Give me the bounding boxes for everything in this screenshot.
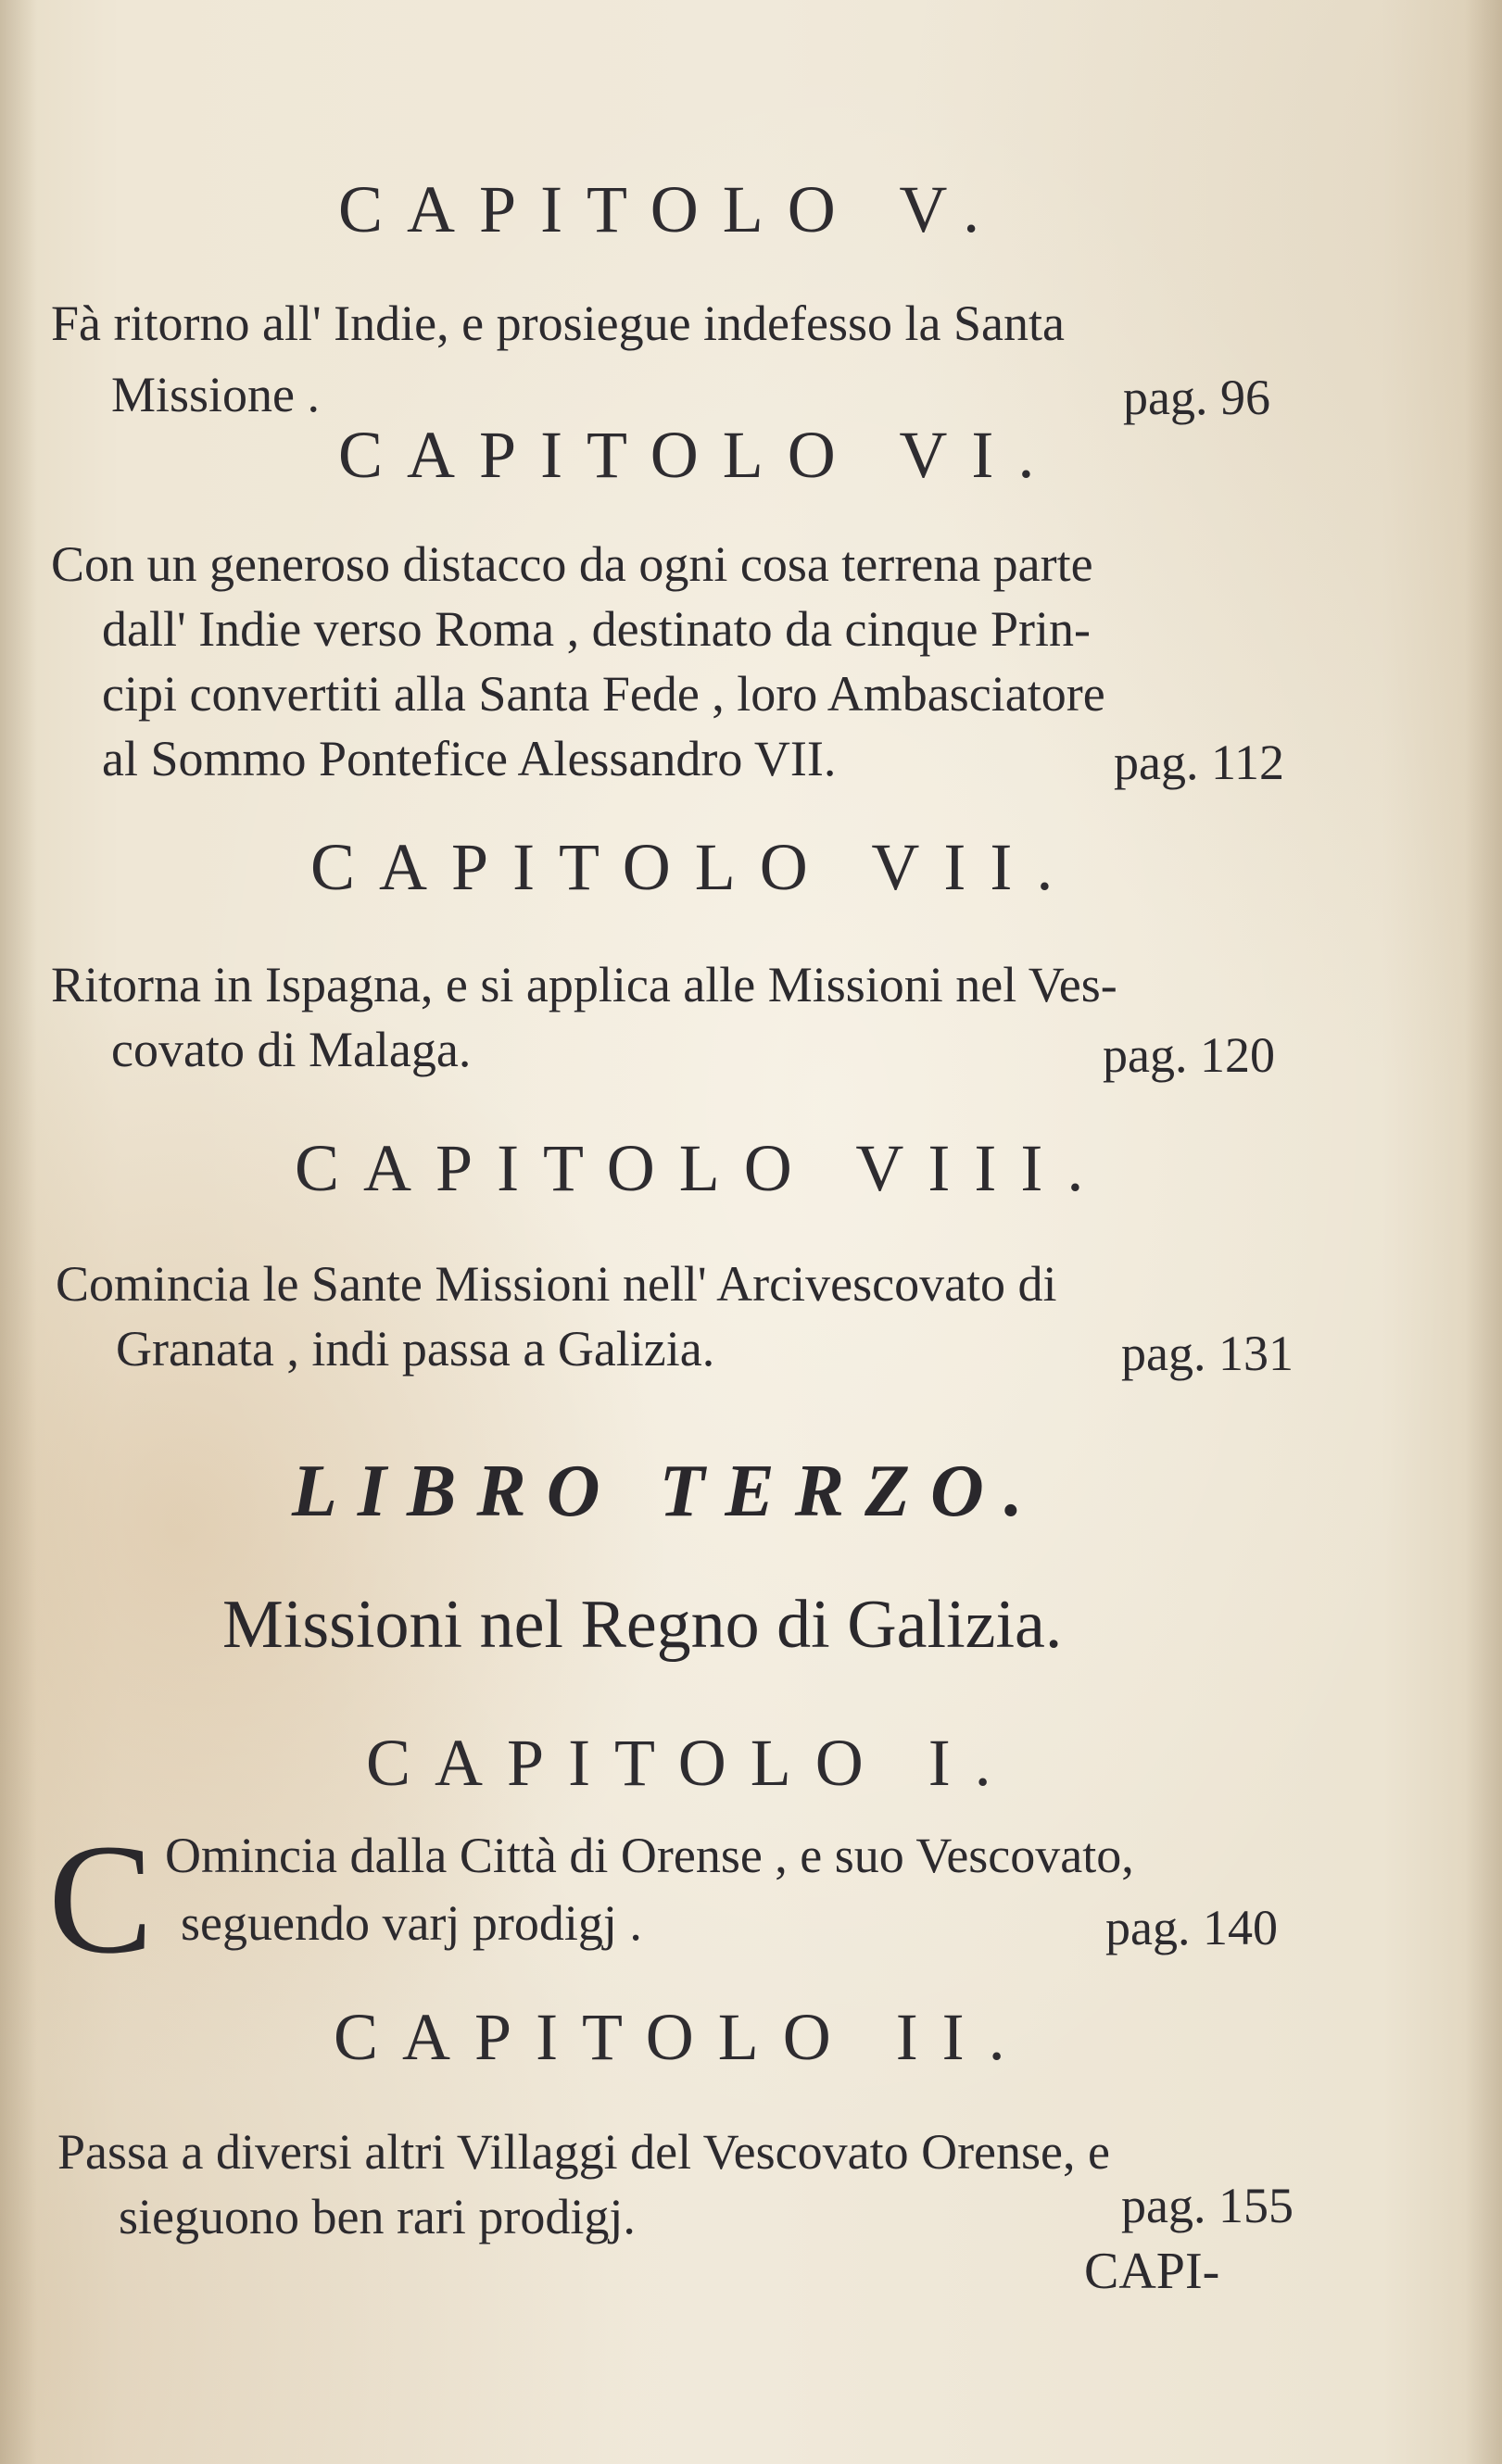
chapter-viii-line-1: Comincia le Sante Missioni nell' Arcivescovato di [56,1256,1057,1312]
chapter-heading-viii: CAPITOLO VIII. [295,1131,1108,1205]
chapter-vi-line-2: dall' Indie verso Roma , destinato da cinque Prin- [102,601,1091,657]
chapter-heading-vii: CAPITOLO VII. [310,830,1078,904]
book-subtitle: Missioni nel Regno di Galizia. [222,1587,1063,1663]
chapter-viii-page-number: pag. 131 [1121,1326,1294,1381]
chapter-vii-line-1: Ritorna in Ispagna, e si applica alle Missioni nel Ves- [51,957,1117,1012]
chapter-v-page-number: pag. 96 [1123,370,1270,425]
chapter-vii-line-2: covato di Malaga. [111,1022,472,1077]
chapter-vi-line-4: al Sommo Pontefice Alessandro VII. [102,731,837,786]
book-title: LIBRO TERZO. [292,1451,1043,1532]
chapter-vi-page-number: pag. 112 [1114,735,1284,790]
chapter-viii-line-2: Granata , indi passa a Galizia. [116,1321,715,1377]
chapter-i-line-1: Omincia dalla Città di Orense , e suo Vescovato, [165,1828,1134,1883]
chapter-vii-page-number: pag. 120 [1103,1027,1275,1083]
drop-cap-letter: C [48,1812,154,1986]
chapter-heading-v: CAPITOLO V. [338,172,1004,246]
chapter-heading-vi: CAPITOLO VI. [338,418,1059,492]
chapter-i-line-2: seguendo varj prodigj . [181,1895,642,1951]
catchword: CAPI- [1084,2243,1220,2300]
chapter-vi-line-1: Con un generoso distacco da ogni cosa terrena parte [51,536,1093,592]
left-page-edge-shadow [0,0,37,2464]
chapter-ii-page-number: pag. 155 [1121,2178,1294,2233]
chapter-i-page-number: pag. 140 [1105,1900,1278,1955]
chapter-v-line-2: Missione . [111,367,321,422]
chapter-ii-line-1: Passa a diversi altri Villaggi del Vescovato Orense, e [57,2124,1110,2180]
right-page-edge-shadow [1465,0,1502,2464]
chapter-ii-line-2: sieguono ben rari prodigj. [119,2189,636,2244]
chapter-heading-ii: CAPITOLO II. [334,2000,1029,2074]
chapter-v-line-1: Fà ritorno all' Indie, e prosiegue indefesso la Santa [51,295,1065,351]
chapter-vi-line-3: cipi convertiti alla Santa Fede , loro Ambasciatore [102,666,1105,722]
chapter-heading-i: CAPITOLO I. [366,1726,1016,1800]
